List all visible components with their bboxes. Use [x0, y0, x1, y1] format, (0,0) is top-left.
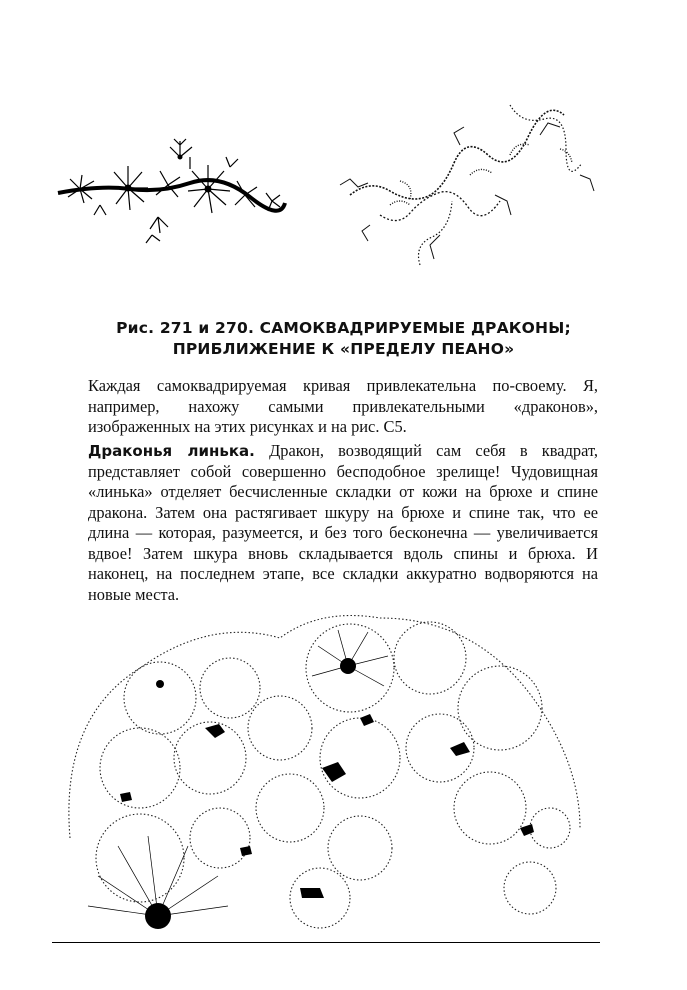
dragon-fractal-left-icon — [58, 139, 285, 243]
caption-line-1: Рис. 271 и 270. САМОКВАДРИРУЕМЫЕ ДРАКОНЫ; — [116, 319, 571, 337]
page-bottom-rule — [52, 942, 600, 943]
paragraph-2-text: Дракон, возводящий сам себя в квадрат, представляет собой совершенно бесподобное зрелище! Чудовищная «линька» отделяет бесчисленные складки от кожи на брюхе и спине дракона. Затем она растягивает шкуру на брюхе и спине так, что ее длина — которая, разумеется, и без того бесконечна — увеличивается вдвое! Затем шкура вновь складывается вдоль спины и брюха. И наконец, на последнем этапе, все складки аккуратно водворяются на новые места. — [88, 441, 598, 604]
dragon-fractal-right-icon — [340, 105, 594, 265]
paragraph-1-text: Каждая самоквадрируемая кривая привлекательна по-своему. Я, например, нахожу самыми привлекательными «драконов», изображенных на этих рисунках и на рис. С5. — [88, 376, 598, 436]
caption-line-2: ПРИБЛИЖЕНИЕ К «ПРЕДЕЛУ ПЕАНО» — [172, 340, 515, 358]
paragraph-2-heading: Драконья линька. — [88, 442, 255, 460]
paragraph-2 — [88, 441, 598, 605]
peano-dragon-dark-spots — [120, 658, 534, 929]
fractal-figures-top — [40, 85, 650, 285]
peano-dragon-figure — [60, 598, 600, 938]
peano-dragon-fractal-icon — [69, 616, 580, 929]
figure-caption — [60, 318, 627, 360]
paragraph-1 — [88, 376, 598, 438]
